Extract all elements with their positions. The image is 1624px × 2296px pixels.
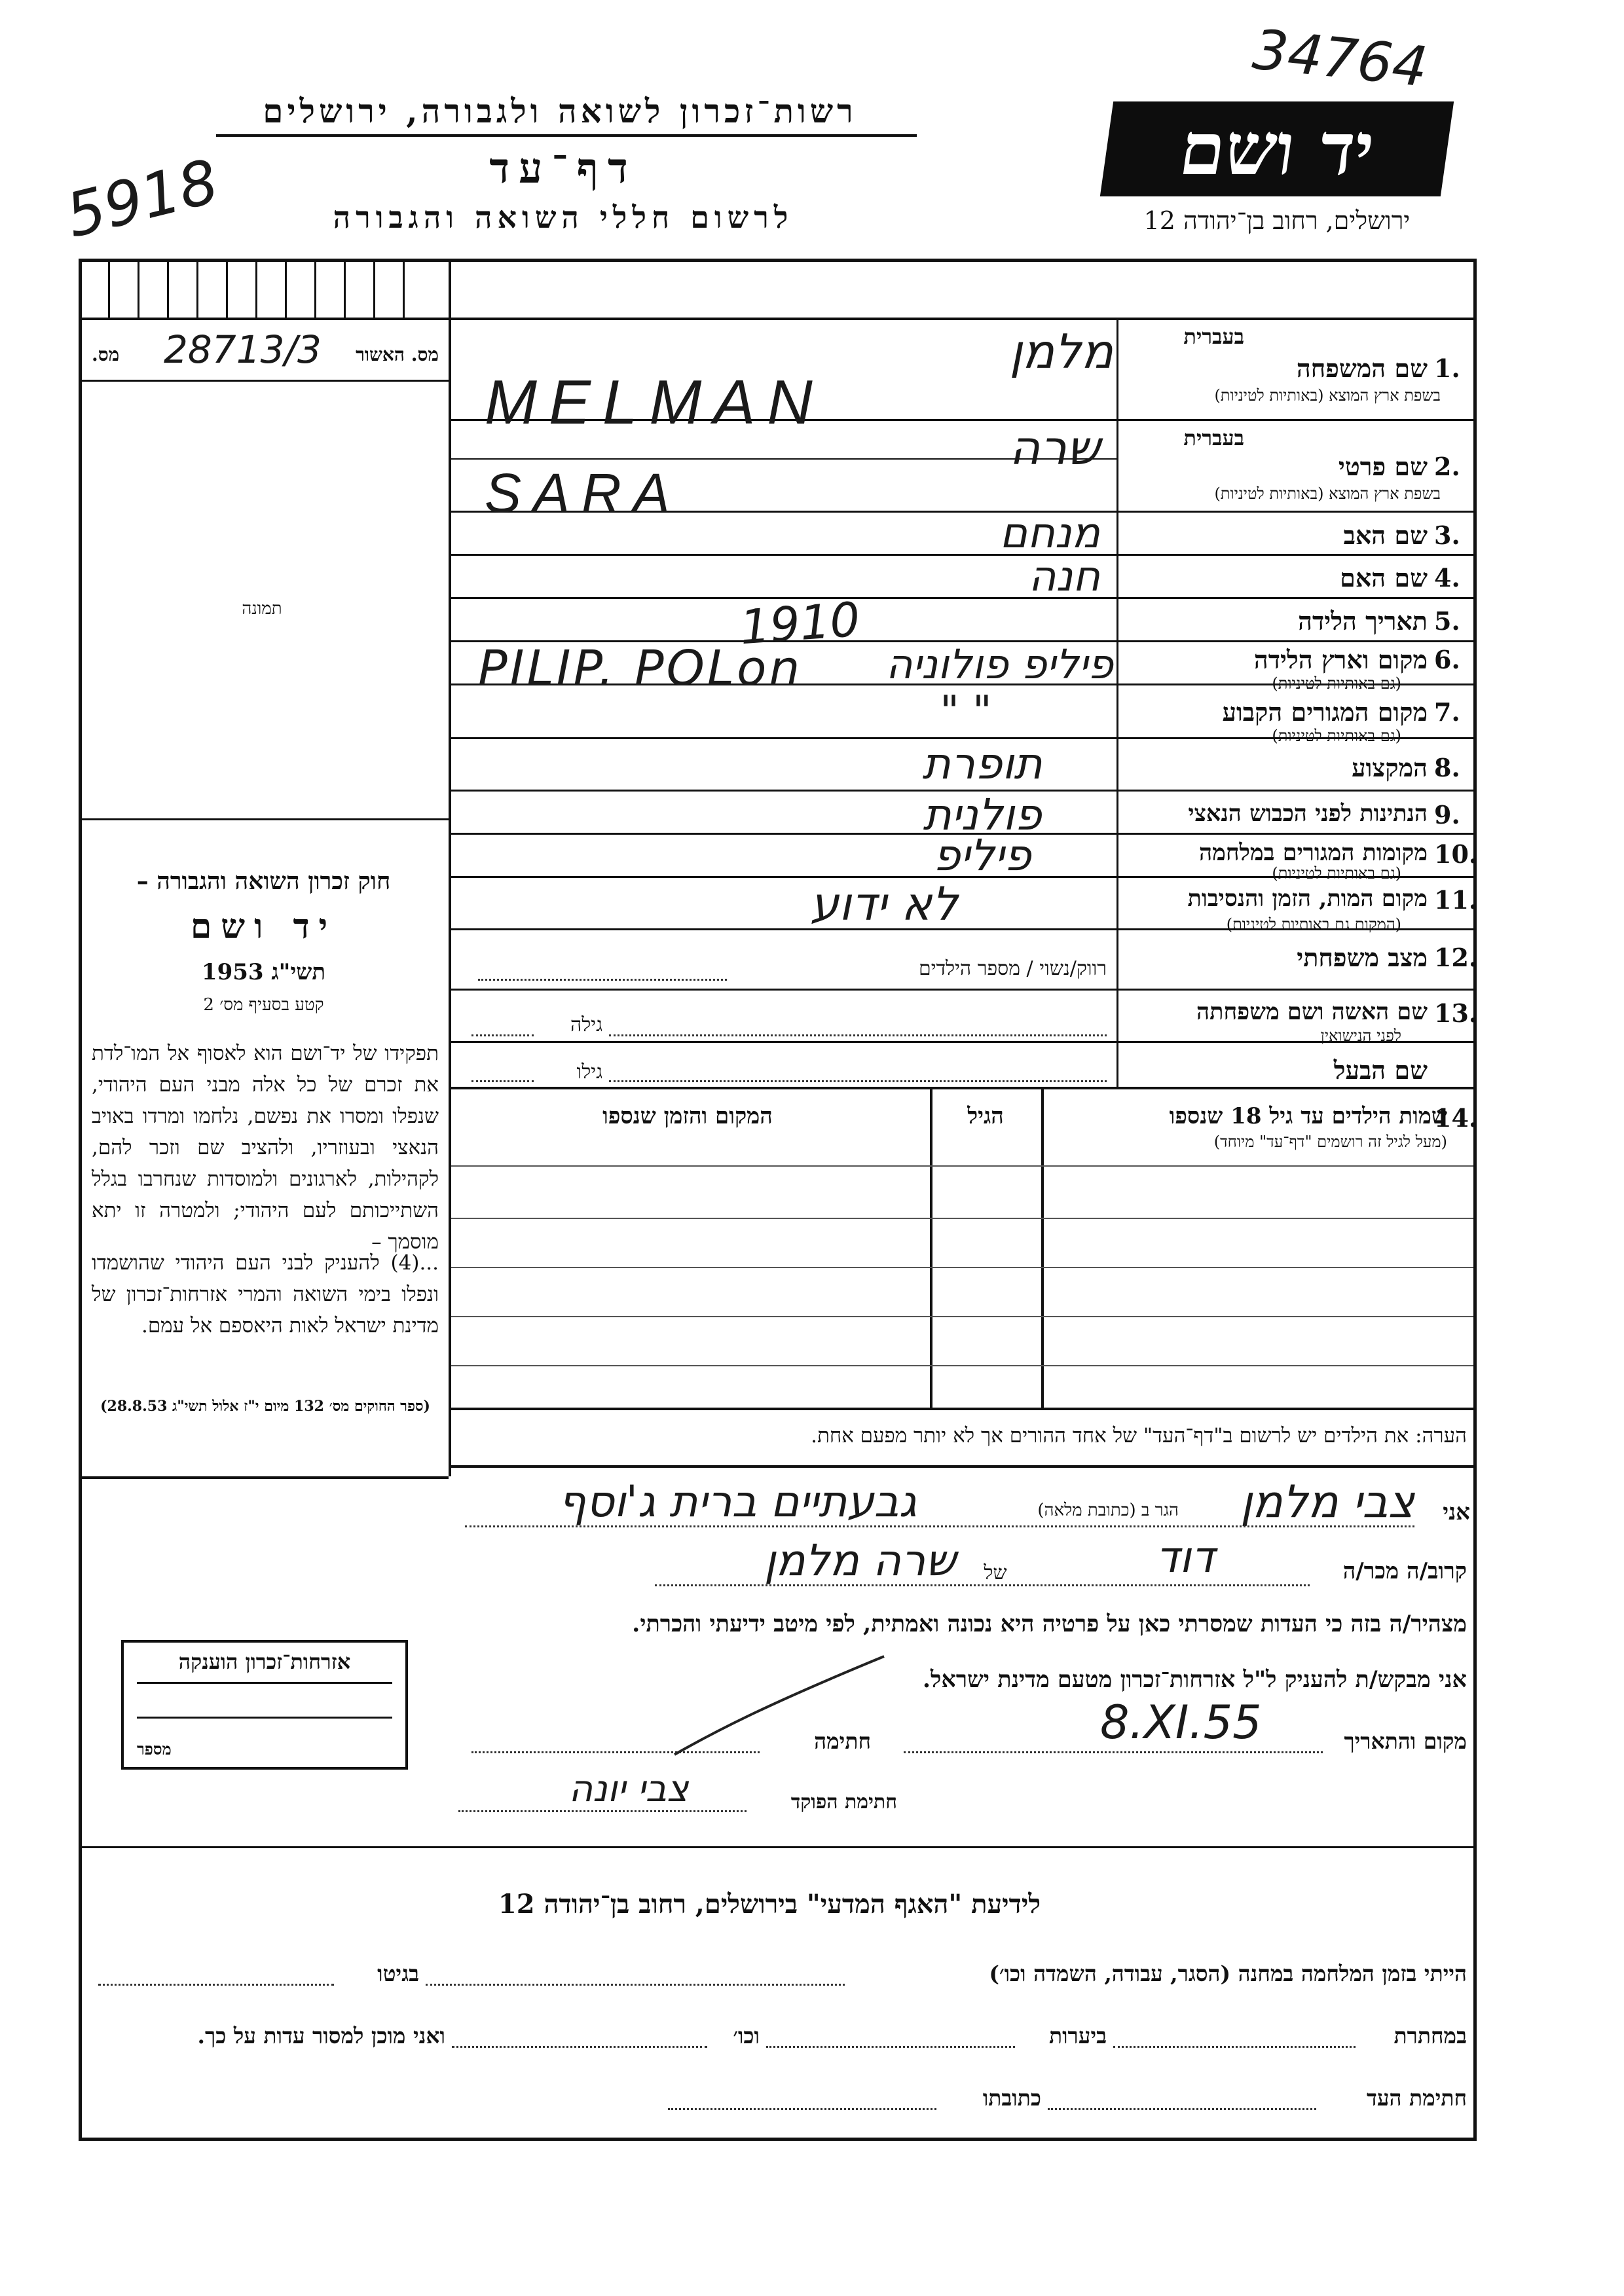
field-label-residence: מקום המגורים הקבוע: [1222, 697, 1428, 727]
decl-i-label: אני: [1443, 1499, 1470, 1525]
decl-of-label: של: [984, 1561, 1007, 1584]
field-sub-13: לפני הנישואין: [1320, 1027, 1401, 1045]
value-father: מנחם: [999, 509, 1100, 558]
value-first-name: שרה: [1009, 420, 1100, 475]
approval-no-label: מס.: [92, 344, 120, 365]
law-source: (ספר החוקים מס׳ 132 מיום י"ז אלול תשי"ג 28.8.53): [100, 1398, 430, 1415]
authority-name: רשות־זכרון לשואה ולגבורה, ירושלים: [263, 92, 857, 130]
bottom-row1-a: הייתי בזמן המלחמה במחנה (הסגר, עבודה, השמדה וכו׳): [989, 1961, 1467, 1986]
value-birth-place-latin: PILIP. POLon: [478, 640, 803, 697]
law-title: חוק זכרון השואה והגבורה –: [136, 867, 391, 895]
field-label-wife: שם האשה ושם משפחתה: [1196, 998, 1428, 1025]
signature-stroke: [668, 1650, 897, 1768]
value-first-name-latin: SARA: [485, 462, 682, 524]
value-citizenship: פולנית: [923, 790, 1042, 840]
marital-options: רווק/נשוי / מספר הילדים: [919, 957, 1107, 980]
logo-address: ירושלים, רחוב בן־יהודה 12: [1143, 206, 1411, 235]
value-war-residence: פיליפ: [933, 830, 1031, 881]
field-sub-7: (גם באותיות לטיניות): [1272, 727, 1401, 745]
field-label-birth-place: מקום וארץ הלידה: [1253, 645, 1428, 674]
value-birth-place: פיליפ פולוניה: [885, 640, 1113, 688]
children-label: שמות הילדים עד גיל 18 שנספו: [1169, 1103, 1447, 1129]
decl-statement-2: אני מבקש/ת להעניק ל"ל אזרחות־זכרון מטעם מדינת ישראל.: [922, 1666, 1467, 1693]
value-family-name-latin: MELMAN: [485, 367, 824, 437]
bottom-row2-c: וכו׳: [733, 2023, 760, 2049]
field-sub-2: בשפת ארץ המוצא (באותיות לטיניות): [1214, 484, 1441, 503]
value-birth-date: 1910: [738, 591, 862, 655]
field-num-6: 6.: [1434, 645, 1460, 674]
field-label-war-residence: מקומות המגורים במלחמה: [1198, 839, 1428, 866]
field-num-8: 8.: [1434, 753, 1460, 782]
field-num-11: 11.: [1434, 885, 1478, 915]
decl-relation: דוד: [1155, 1532, 1215, 1582]
field-num-13: 13.: [1434, 998, 1478, 1028]
children-age-header: הגיל: [967, 1103, 1004, 1129]
field-label-citizenship: הנתינות לפני הכבוש הנאצי: [1188, 800, 1428, 827]
wife-age-label: גילה: [570, 1013, 602, 1036]
top-right-number: 34764: [1249, 17, 1431, 100]
top-left-number: 5918: [59, 146, 225, 251]
bottom-row1-b: בגיטו: [377, 1961, 419, 1986]
page-title: דף־עד: [489, 144, 637, 193]
bottom-heading: לידיעת "האגף המדעי" בירושלים, רחוב בן־יהודה 12: [498, 1889, 1041, 1920]
field-label-husband: שם הבעל: [1333, 1055, 1428, 1085]
law-clause: קטע בסעיף מס׳ 2: [203, 995, 324, 1015]
decl-relative-name: שרה מלמן: [764, 1535, 956, 1586]
value-residence: " ": [940, 687, 992, 736]
children-sub: (מעל לגיל זה רושמים "דף־עד" מיוחד): [1213, 1133, 1447, 1151]
field-num-4: 4.: [1434, 563, 1460, 592]
law-year: תשי"ג 1953: [201, 959, 326, 985]
decl-date: 8.XI.55: [1100, 1696, 1262, 1749]
decl-clerk-label: חתימת הפוקד: [790, 1791, 897, 1813]
field-num-10: 10.: [1434, 839, 1478, 869]
citizenship-box-title: אזרחות־זכרון הוענקה: [178, 1649, 351, 1674]
field-sub-11: (המקום גם באותיות לטיניות): [1226, 915, 1401, 934]
law-text-1: תפקידו של יד־ושם הוא לאסוף אל המו־לדת את זכרם של כל אלה מבני העם היהודי, שנפלו ומסרו את נפשם, נלחמו ומרדו באויב הנאצי ובעוזריו, ולהציב שם וזכר להם, לקהילות, לארגונים ולמוסדות שנחרבו בגלל השתייכותם לעם היהודי; ולמטרה זו יתא מוסמך –: [92, 1042, 439, 1254]
value-death: לא ידוע: [810, 877, 958, 931]
decl-name: צבי מלמן: [1240, 1476, 1414, 1528]
field-sub-6: (גם באותיות לטיניות): [1272, 674, 1401, 693]
hebrew-tag-2: בעברית: [1183, 426, 1244, 450]
decl-place-date-label: מקום והתאריך: [1344, 1728, 1467, 1754]
decl-address: גבעתיים ברית ג'וסף: [558, 1476, 917, 1527]
field-label-marital: מצב משפחתי: [1297, 943, 1428, 972]
decl-relative-label: קרוב/ה מכר/ה: [1342, 1558, 1467, 1584]
field-label-profession: המקצוע: [1352, 753, 1428, 782]
yad-vashem-logo: יד ושם: [1100, 101, 1454, 196]
field-num-9: 9.: [1434, 800, 1460, 829]
decl-signature-label: חתימה: [814, 1728, 871, 1754]
husband-age-label: גילו: [576, 1061, 602, 1084]
value-profession: תופרת: [922, 738, 1043, 789]
page-subtitle: לרשום חללי השואה והגבורה: [333, 200, 794, 235]
photo-label: תמונה: [242, 599, 282, 619]
field-sub-10: (גם באותיות לטיניות): [1272, 864, 1401, 883]
note-text: הערה: את הילדים יש לרשום ב"דף־העד" של אחד ההורים אך לא יותר מפעם אחת.: [811, 1424, 1467, 1448]
law-org: יד ושם: [190, 907, 337, 947]
field-label-death: מקום המות, הזמן והנסיבות: [1187, 885, 1428, 912]
decl-lives-label: הגר ב (כתובת מלאה): [1037, 1501, 1179, 1520]
field-num-5: 5.: [1434, 606, 1460, 636]
field-label-birth-date: תאריך הלידה: [1298, 606, 1428, 636]
bottom-row2-a: במחתרת: [1393, 2023, 1467, 2049]
field-label-family-name: שם המשפחה: [1296, 354, 1428, 383]
decl-statement-1: מצהיר/ה בזה כי העדות שמסרתי כאן על פרטיה היא נכונה ואמתית, לפי מיטב ידיעתי והכרתי.: [632, 1611, 1467, 1637]
field-num-1: 1.: [1434, 354, 1460, 383]
field-label-mother: שם האם: [1340, 563, 1428, 592]
value-family-name: מלמן: [1009, 324, 1113, 379]
bottom-row2-d: ואני מוכן למסור עדות על כך.: [197, 2023, 445, 2049]
hebrew-tag-1: בעברית: [1183, 324, 1244, 349]
bottom-row2-b: ביערות: [1048, 2023, 1107, 2049]
field-num-12: 12.: [1434, 943, 1478, 972]
citizenship-box: [121, 1640, 408, 1770]
children-place-header: המקום והזמן שנספו: [602, 1103, 773, 1129]
law-text-2: ...(4) להעניק לבני העם היהודי שהושמדו ונפלו בימי השואה והמרי אזרחות־זכרון של מדינת ישראל לאות היאספם אל עמם.: [92, 1251, 439, 1338]
approval-number: 28713/3: [164, 327, 322, 372]
approval-label: מס. האשור: [356, 344, 439, 365]
value-mother: חנה: [1028, 553, 1100, 601]
citizenship-box-number: מספר: [137, 1740, 172, 1758]
bottom-row3-a: חתימת העד: [1366, 2085, 1467, 2111]
field-sub-1: בשפת ארץ המוצא (באותיות לטיניות): [1214, 386, 1441, 405]
field-label-father: שם האב: [1343, 520, 1428, 550]
bottom-row3-b: כתובתו: [982, 2085, 1041, 2111]
field-num-7: 7.: [1434, 697, 1460, 727]
field-num-14: 14.: [1434, 1103, 1478, 1133]
decl-clerk-signature: צבי יונה: [568, 1768, 689, 1810]
field-num-3: 3.: [1434, 520, 1460, 550]
field-label-first-name: שם פרטי: [1338, 452, 1428, 481]
field-num-2: 2.: [1434, 452, 1460, 481]
